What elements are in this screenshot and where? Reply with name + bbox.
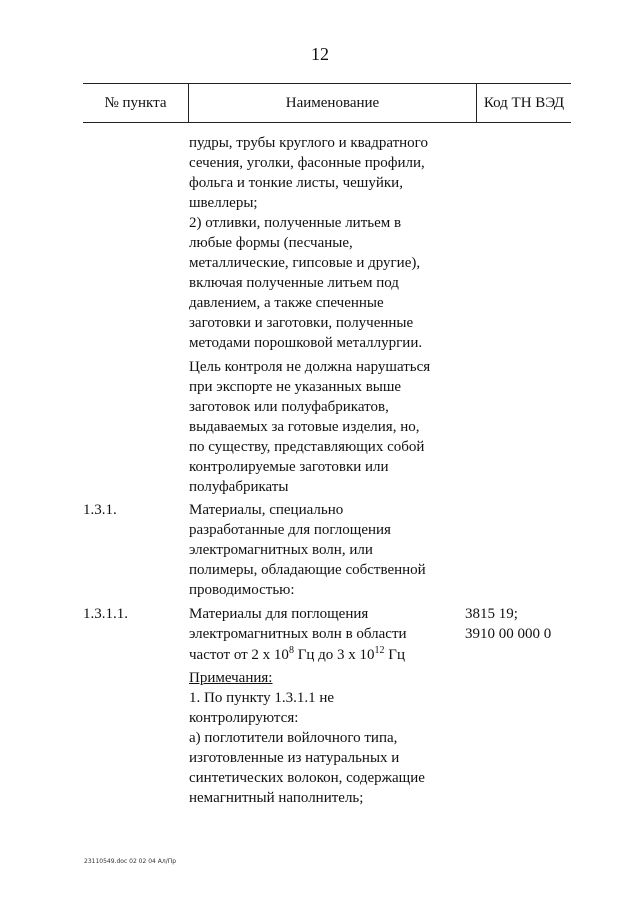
header-item-number: № пункта <box>104 95 167 111</box>
freq-exponent: 12 <box>374 645 385 656</box>
text-line: включая полученные литьем под <box>189 275 399 291</box>
text-line: швеллеры; <box>189 195 258 211</box>
text-line: полуфабрикаты <box>189 479 289 495</box>
text-line: полимеры, обладающие собственной <box>189 562 426 578</box>
item-number: 1.3.1. <box>83 502 117 518</box>
tn-ved-code: 3910 00 000 0 <box>465 626 552 642</box>
header-code: Код ТН ВЭД <box>483 95 565 111</box>
text-line: а) поглотители войлочного типа, <box>189 730 398 746</box>
text-line: любые формы (песчаные, <box>189 235 353 251</box>
text-line: пудры, трубы круглого и квадратного <box>189 135 428 151</box>
text-line: Материалы, специально <box>189 502 344 518</box>
text-line: проводимостью: <box>189 582 295 598</box>
text-line: синтетических волокон, содержащие <box>189 770 425 786</box>
text-line: изготовленные из натуральных и <box>189 750 400 766</box>
text-line: электромагнитных волн в области <box>189 626 407 642</box>
text-line: заготовок или полуфабрикатов, <box>189 399 389 415</box>
frequency-range <box>189 645 405 665</box>
page-number: 12 <box>311 44 329 64</box>
text-line: сечения, уголки, фасонные профили, <box>189 155 425 171</box>
freq-middle: Гц до 3 х 10 <box>293 647 375 663</box>
tn-ved-code: 3815 19; <box>465 606 518 622</box>
text-line: 2) отливки, полученные литьем в <box>189 215 402 231</box>
text-line: электромагнитных волн, или <box>189 542 373 558</box>
text-line: Материалы для поглощения <box>189 606 369 622</box>
text-line: давлением, а также спеченные <box>189 295 384 311</box>
text-line: при экспорте не указанных выше <box>189 379 402 395</box>
text-line: заготовки и заготовки, полученные <box>189 315 414 331</box>
text-line: методами порошковой металлургии. <box>189 335 423 351</box>
item-number: 1.3.1.1. <box>83 606 128 622</box>
text-line: контролируемые заготовки или <box>189 459 389 475</box>
text-line: Цель контроля не должна нарушаться <box>189 359 431 375</box>
text-line: 1. По пункту 1.3.1.1 не <box>189 690 335 706</box>
text-line: металлические, гипсовые и другие), <box>189 255 421 271</box>
freq-exponent: 8 <box>288 645 294 656</box>
text-line: по существу, представляющих собой <box>189 439 425 455</box>
text-line: немагнитный наполнитель; <box>189 790 364 806</box>
freq-prefix: частот от 2 х 10 <box>189 647 289 663</box>
text-line: контролируются: <box>189 710 299 726</box>
freq-suffix: Гц <box>384 647 405 663</box>
notes-heading: Примечания: <box>189 670 273 686</box>
header-name: Наименование <box>285 95 380 111</box>
text-line: разработанные для поглощения <box>189 522 391 538</box>
table-header <box>83 83 571 123</box>
text-line: фольга и тонкие листы, чешуйки, <box>189 175 403 191</box>
text-line: выдаваемых за готовые изделия, но, <box>189 419 420 435</box>
document-footer: 23110549.doc 02 02 04 Ал/Пр <box>84 858 177 865</box>
